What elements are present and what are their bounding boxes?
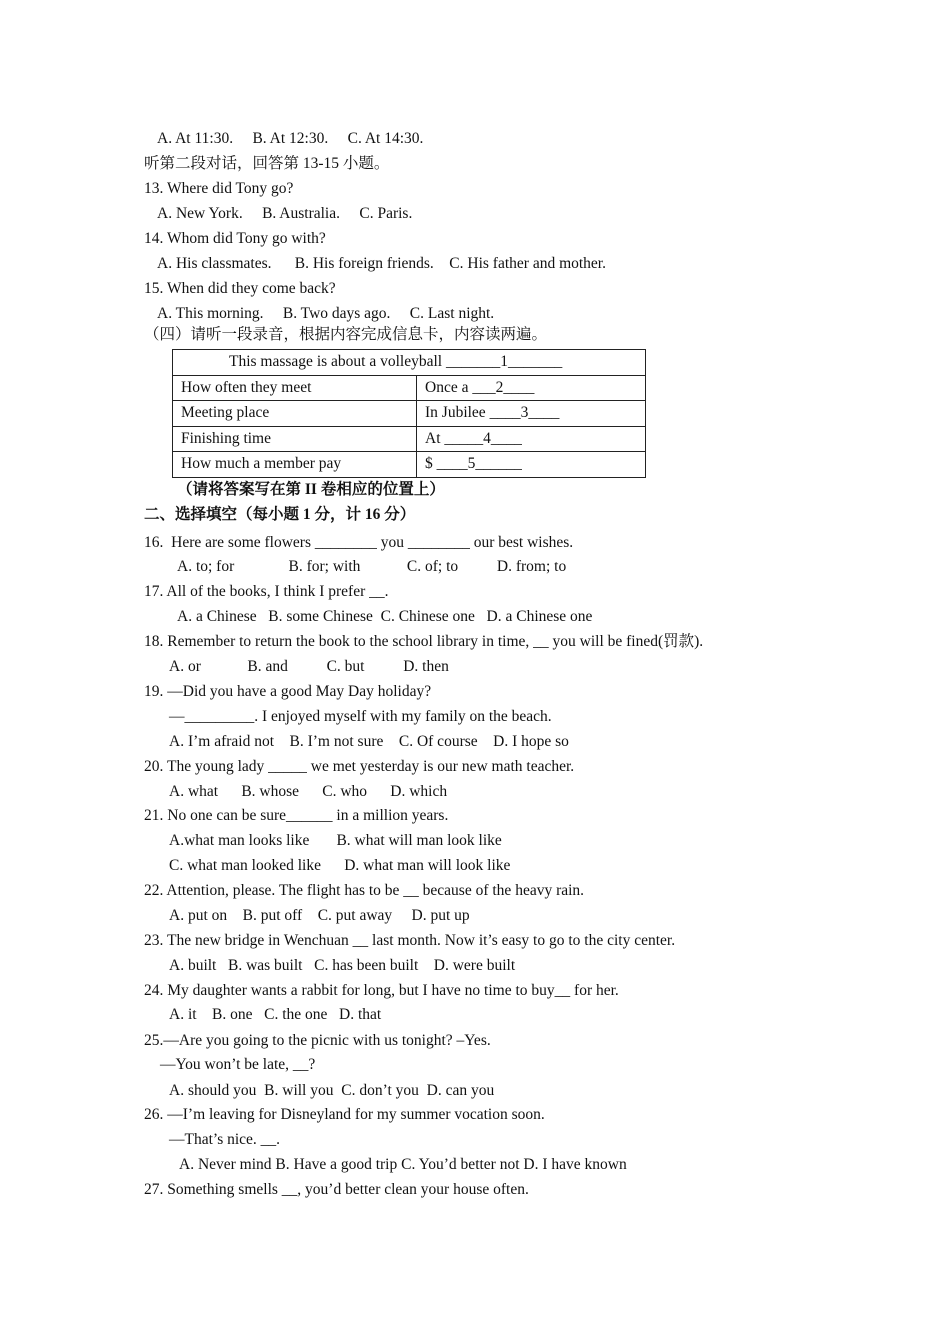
q15-options: A. This morning. B. Two days ago. C. Last night. xyxy=(157,305,495,322)
info-card-header-row xyxy=(173,350,646,376)
info-card-label: Meeting place xyxy=(173,401,417,427)
question-16-options: A. to; for B. for; with C. of; to D. from; to xyxy=(177,558,567,575)
question-21-options-ab: A.what man looks like B. what will man look like xyxy=(169,832,502,849)
question-18: 18. Remember to return the book to the school library in time, __ you will be fined(罚款). xyxy=(144,633,704,650)
question-26-response: —That’s nice. __. xyxy=(169,1131,281,1148)
question-21-options-cd: C. what man looked like D. what man will look like xyxy=(169,857,511,874)
question-27: 27. Something smells __, you’d better clean your house often. xyxy=(144,1181,529,1198)
part4-intro: （四）请听一段录音，根据内容完成信息卡，内容读两遍。 xyxy=(144,326,548,343)
q13-options: A. New York. B. Australia. C. Paris. xyxy=(157,205,413,222)
question-25-options: A. should you B. will you C. don’t you D. can you xyxy=(169,1082,495,1099)
question-19: 19. —Did you have a good May Day holiday? xyxy=(144,683,432,700)
question-24: 24. My daughter wants a rabbit for long, but I have no time to buy__ for her. xyxy=(144,982,619,999)
question-26: 26. —I’m leaving for Disneyland for my summer vocation soon. xyxy=(144,1106,545,1123)
question-17-options: A. a Chinese B. some Chinese C. Chinese one D. a Chinese one xyxy=(177,608,593,625)
question-20: 20. The young lady _____ we met yesterday is our new math teacher. xyxy=(144,758,575,775)
question-24-options: A. it B. one C. the one D. that xyxy=(169,1006,382,1023)
info-card-value: $ ____5______ xyxy=(417,452,646,478)
question-19-options: A. I’m afraid not B. I’m not sure C. Of course D. I hope so xyxy=(169,733,569,750)
question-25: 25.—Are you going to the picnic with us tonight? –Yes. xyxy=(144,1032,491,1049)
info-card-row xyxy=(173,401,646,427)
section2-title: 二、选择填空（每小题 1 分，计 16 分） xyxy=(144,506,416,523)
question-16: 16. Here are some flowers ________ you ________ our best wishes. xyxy=(144,534,574,551)
info-card-label: How often they meet xyxy=(173,375,417,401)
info-card-value: In Jubilee ____3____ xyxy=(417,401,646,427)
question-20-options: A. what B. whose C. who D. which xyxy=(169,783,448,800)
info-card-header: This massage is about a volleyball _______1_______ xyxy=(173,350,646,376)
question-22: 22. Attention, please. The flight has to be __ because of the heavy rain. xyxy=(144,882,585,899)
question-22-options: A. put on B. put off C. put away D. put up xyxy=(169,907,470,924)
q14-options: A. His classmates. B. His foreign friends. C. His father and mother. xyxy=(157,255,606,272)
info-card-value: Once a ___2____ xyxy=(417,375,646,401)
question-26-options: A. Never mind B. Have a good trip C. You’d better not D. I have known xyxy=(179,1156,627,1173)
info-card-row xyxy=(173,452,646,478)
info-card-value: At _____4____ xyxy=(417,426,646,452)
q15-question: 15. When did they come back? xyxy=(144,280,336,297)
q14-question: 14. Whom did Tony go with? xyxy=(144,230,326,247)
question-19-response: —_________. I enjoyed myself with my family on the beach. xyxy=(169,708,552,725)
info-card-label: Finishing time xyxy=(173,426,417,452)
question-17: 17. All of the books, I think I prefer __. xyxy=(144,583,389,600)
question-25-response: —You won’t be late, __? xyxy=(160,1056,316,1073)
info-card-row xyxy=(173,375,646,401)
info-card-row xyxy=(173,426,646,452)
info-card-label: How much a member pay xyxy=(173,452,417,478)
question-23: 23. The new bridge in Wenchuan __ last month. Now it’s easy to go to the city center. xyxy=(144,932,676,949)
q13-question: 13. Where did Tony go? xyxy=(144,180,294,197)
section2-listening-intro: 听第二段对话，回答第 13-15 小题。 xyxy=(144,155,390,172)
question-23-options: A. built B. was built C. has been built D. were built xyxy=(169,957,516,974)
q12-options: A. At 11:30. B. At 12:30. C. At 14:30. xyxy=(157,130,424,147)
question-18-options: A. or B. and C. but D. then xyxy=(169,658,449,675)
answer-note: （请将答案写在第 II 卷相应的位置上） xyxy=(177,481,445,498)
info-card-table xyxy=(172,349,646,478)
question-21: 21. No one can be sure______ in a million years. xyxy=(144,807,449,824)
